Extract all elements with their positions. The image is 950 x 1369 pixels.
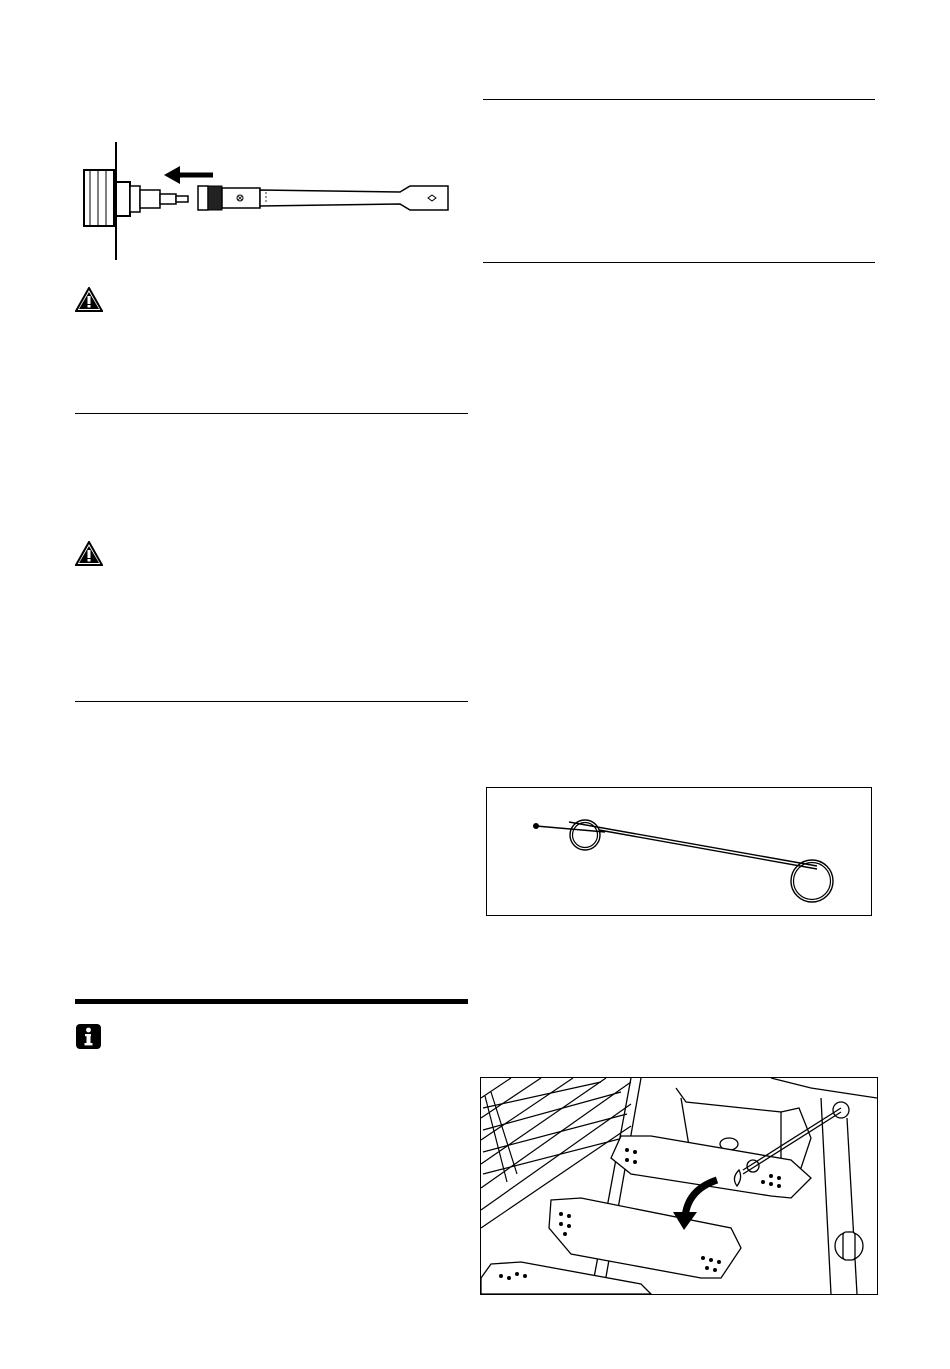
burner-removal-figure <box>80 140 460 265</box>
section-divider <box>75 701 468 702</box>
grill-interior-drawing <box>481 1078 877 1294</box>
section-divider <box>75 413 468 414</box>
section-divider <box>483 262 875 263</box>
warning-triangle-icon <box>75 287 103 312</box>
burner-removal-drawing <box>80 140 460 265</box>
spider-wire-figure <box>486 787 872 916</box>
information-icon <box>75 1023 102 1050</box>
spider-wire-drawing <box>487 788 871 915</box>
grill-interior-figure <box>480 1077 878 1295</box>
section-heading-rule <box>75 999 468 1004</box>
information-drawing <box>75 1023 102 1050</box>
warning-triangle-icon <box>75 541 103 566</box>
warning-triangle-drawing <box>75 541 103 566</box>
section-divider <box>483 99 875 100</box>
warning-triangle-drawing <box>75 287 103 312</box>
